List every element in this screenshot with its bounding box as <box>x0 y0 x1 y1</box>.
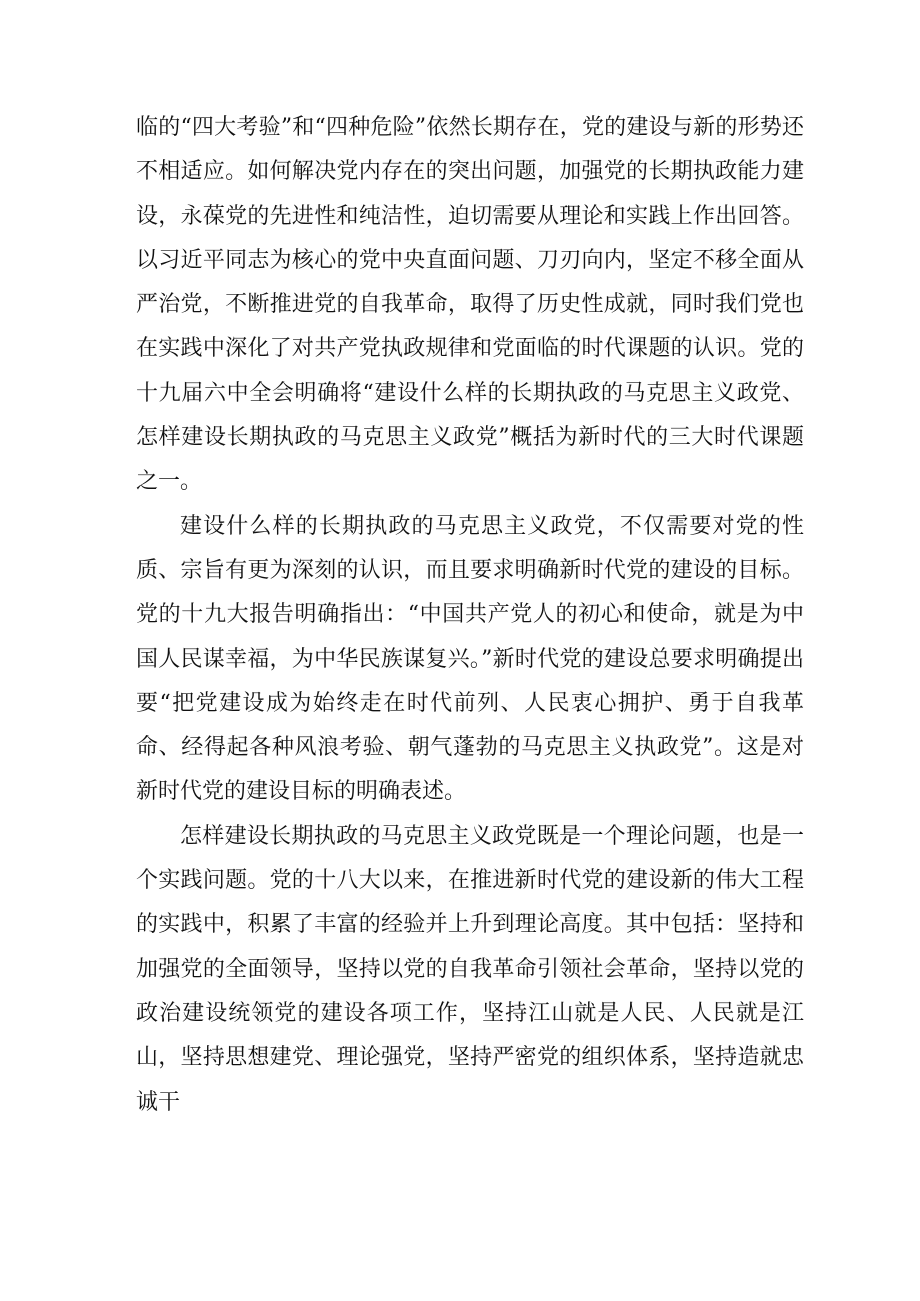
paragraph-continued: 临的“四大考验”和“四种危险”依然长期存在，党的建设与新的形势还不相适应。如何解决党内存在的突出问题，加强党的长期执政能力建设，永葆党的先进性和纯洁性，迫切需要从理论和实践上作出回答。以习近平同志为核心的党中央直面问题、刀刃向内，坚定不移全面从严治党，不断推进党的自我革命，取得了历史性成就，同时我们党也在实践中深化了对共产党执政规律和党面临的时代课题的认识。党的十九届六中全会明确将“建设什么样的长期执政的马克思主义政党、怎样建设长期执政的马克思主义政党”概括为新时代的三大时代课题之一。 <box>136 115 804 495</box>
paragraph: 建设什么样的长期执政的马克思主义政党，不仅需要对党的性质、宗旨有更为深刻的认识，而且要求明确新时代党的建设的目标。党的十九大报告明确指出：“中国共产党人的初心和使命，就是为中国人民谋幸福，为中华民族谋复兴。”新时代党的建设总要求明确提出要“把党建设成为始终走在时代前列、人民衷心拥护、勇于自我革命、经得起各种风浪考验、朝气蓬勃的马克思主义执政党”。这是对新时代党的建设目标的明确表述。 <box>136 513 804 805</box>
paragraph: 怎样建设长期执政的马克思主义政党既是一个理论问题，也是一个实践问题。党的十八大以来，在推进新时代党的建设新的伟大工程的实践中，积累了丰富的经验并上升到理论高度。其中包括：坚持和加强党的全面领导，坚持以党的自我革命引领社会革命，坚持以党的政治建设统领党的建设各项工作，坚持江山就是人民、人民就是江山，坚持思想建党、理论强党，坚持严密党的组织体系，坚持造就忠诚干 <box>136 823 804 1115</box>
document-body <box>136 106 804 1125</box>
